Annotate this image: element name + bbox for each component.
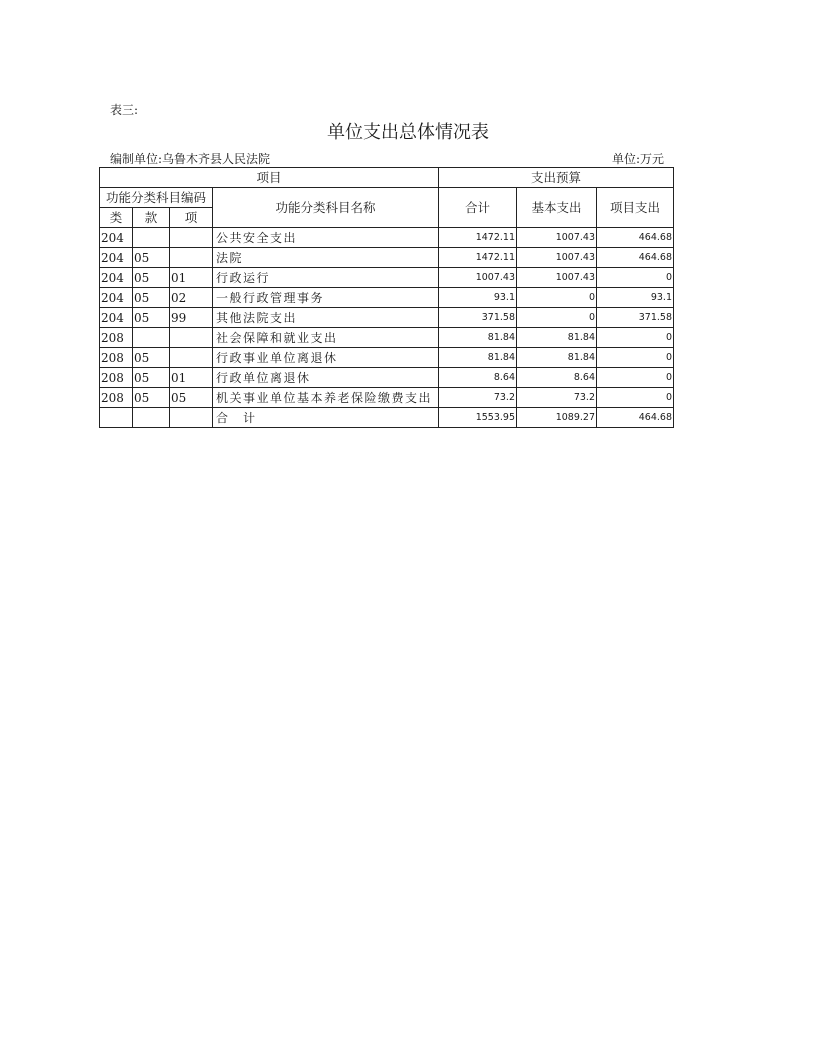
cell-project: 0 xyxy=(597,348,674,368)
cell-basic: 73.2 xyxy=(517,388,597,408)
cell-name: 行政单位离退休 xyxy=(213,368,439,388)
table-row xyxy=(100,248,674,268)
compiling-unit: 编制单位:乌鲁木齐县人民法院 xyxy=(110,152,271,166)
cell-kuan xyxy=(133,328,170,348)
cell-lei: 204 xyxy=(100,228,133,248)
summary-total: 1553.95 xyxy=(439,408,517,428)
header-project: 项目 xyxy=(100,168,439,188)
cell-total: 8.64 xyxy=(439,368,517,388)
cell-project: 0 xyxy=(597,388,674,408)
cell-kuan: 05 xyxy=(133,268,170,288)
cell-kuan: 05 xyxy=(133,368,170,388)
cell-name: 其他法院支出 xyxy=(213,308,439,328)
table-row xyxy=(100,228,674,248)
cell-basic: 0 xyxy=(517,308,597,328)
cell-basic: 81.84 xyxy=(517,328,597,348)
cell-xiang: 99 xyxy=(170,308,213,328)
cell-basic: 81.84 xyxy=(517,348,597,368)
cell-name: 法院 xyxy=(213,248,439,268)
cell-lei: 204 xyxy=(100,308,133,328)
cell-total: 1007.43 xyxy=(439,268,517,288)
header-total: 合计 xyxy=(439,188,517,228)
cell-project: 464.68 xyxy=(597,228,674,248)
cell-xiang: 01 xyxy=(170,268,213,288)
cell-project: 93.1 xyxy=(597,288,674,308)
header-project-exp: 项目支出 xyxy=(597,188,674,228)
cell-lei: 208 xyxy=(100,348,133,368)
cell-lei: 204 xyxy=(100,268,133,288)
cell-name: 行政事业单位离退休 xyxy=(213,348,439,368)
cell-empty xyxy=(133,408,170,428)
cell-basic: 0 xyxy=(517,288,597,308)
cell-xiang: 05 xyxy=(170,388,213,408)
cell-project: 464.68 xyxy=(597,248,674,268)
cell-empty xyxy=(170,408,213,428)
cell-name: 机关事业单位基本养老保险缴费支出 xyxy=(213,388,439,408)
table-row xyxy=(100,308,674,328)
table-row xyxy=(100,328,674,348)
cell-empty xyxy=(100,408,133,428)
cell-xiang: 02 xyxy=(170,288,213,308)
header-basic: 基本支出 xyxy=(517,188,597,228)
cell-total: 371.58 xyxy=(439,308,517,328)
cell-xiang xyxy=(170,328,213,348)
table-row xyxy=(100,388,674,408)
header-kuan: 款 xyxy=(133,208,170,228)
cell-xiang xyxy=(170,248,213,268)
page-title: 单位支出总体情况表 xyxy=(327,122,489,143)
cell-lei: 208 xyxy=(100,368,133,388)
cell-project: 0 xyxy=(597,328,674,348)
summary-row xyxy=(100,408,674,428)
cell-name: 一般行政管理事务 xyxy=(213,288,439,308)
table-row xyxy=(100,348,674,368)
cell-total: 1472.11 xyxy=(439,248,517,268)
cell-project: 371.58 xyxy=(597,308,674,328)
table-row xyxy=(100,368,674,388)
summary-basic: 1089.27 xyxy=(517,408,597,428)
cell-kuan: 05 xyxy=(133,388,170,408)
cell-basic: 1007.43 xyxy=(517,228,597,248)
cell-xiang xyxy=(170,348,213,368)
money-unit: 单位:万元 xyxy=(612,152,665,166)
header-name: 功能分类科目名称 xyxy=(213,188,439,228)
cell-kuan: 05 xyxy=(133,348,170,368)
header-code-group: 功能分类科目编码 xyxy=(100,188,213,208)
cell-total: 81.84 xyxy=(439,348,517,368)
cell-basic: 1007.43 xyxy=(517,248,597,268)
cell-kuan: 05 xyxy=(133,248,170,268)
cell-xiang xyxy=(170,228,213,248)
summary-project: 464.68 xyxy=(597,408,674,428)
cell-total: 81.84 xyxy=(439,328,517,348)
cell-basic: 8.64 xyxy=(517,368,597,388)
cell-basic: 1007.43 xyxy=(517,268,597,288)
cell-lei: 208 xyxy=(100,328,133,348)
expenditure-table xyxy=(99,167,674,428)
cell-total: 1472.11 xyxy=(439,228,517,248)
table-row xyxy=(100,268,674,288)
table-row xyxy=(100,288,674,308)
cell-project: 0 xyxy=(597,268,674,288)
header-xiang: 项 xyxy=(170,208,213,228)
cell-name: 公共安全支出 xyxy=(213,228,439,248)
cell-project: 0 xyxy=(597,368,674,388)
cell-kuan xyxy=(133,228,170,248)
cell-total: 73.2 xyxy=(439,388,517,408)
header-budget: 支出预算 xyxy=(439,168,674,188)
cell-xiang: 01 xyxy=(170,368,213,388)
table-label: 表三: xyxy=(110,103,139,117)
cell-lei: 204 xyxy=(100,248,133,268)
cell-kuan: 05 xyxy=(133,288,170,308)
cell-kuan: 05 xyxy=(133,308,170,328)
cell-lei: 204 xyxy=(100,288,133,308)
cell-name: 社会保障和就业支出 xyxy=(213,328,439,348)
cell-lei: 208 xyxy=(100,388,133,408)
header-lei: 类 xyxy=(100,208,133,228)
cell-name: 行政运行 xyxy=(213,268,439,288)
cell-total: 93.1 xyxy=(439,288,517,308)
summary-label: 合 计 xyxy=(213,408,439,428)
